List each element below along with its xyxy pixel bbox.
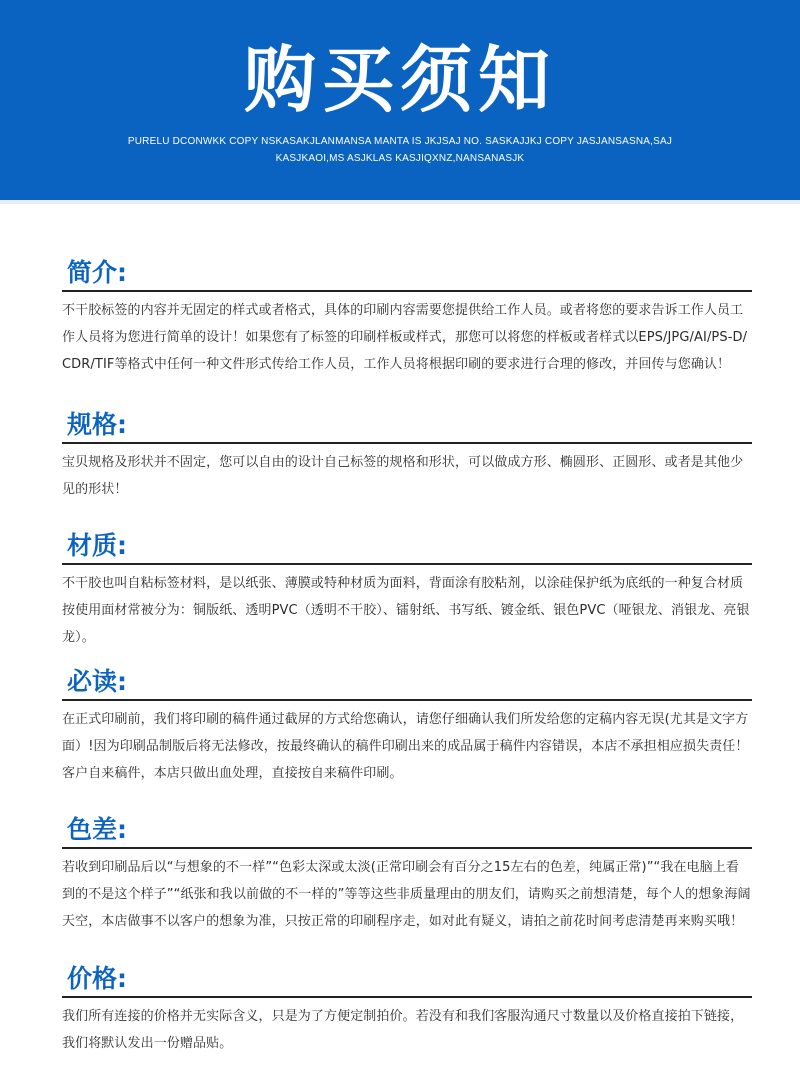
- banner-title: 购买须知: [243, 38, 556, 122]
- header-banner: [0, 0, 800, 200]
- section-rule: [62, 996, 752, 998]
- section-spec: [62, 410, 752, 503]
- section-rule: [62, 442, 752, 444]
- section-body-intro: 不干胶标签的内容并无固定的样式或者格式，具体的印刷内容需要您提供给工作人员。或者将您的要求告诉工作人员工作人员将为您进行简单的设计！如果您有了标签的印刷样板或样式，那您可以将您的样板或者样式以EPS/JPG/AI/PS-D/CDR/TIF等格式中任何一种文件形式传给工作人员，工作人员将根据印刷的要求进行合理的修改，并回传与您确认！: [62, 303, 748, 372]
- section-rule: [62, 847, 752, 849]
- banner-subtitle-line-1: PURELU DCONWKK COPY NSKASAKJLANMANSA MANTA IS JKJSAJ NO. SASKAJJKJ COPY JASJANSASNA,SAJ: [127, 136, 673, 147]
- banner-divider: [0, 200, 800, 204]
- section-title-material: 材质:: [67, 531, 127, 560]
- section-body-color-diff: 若收到印刷品后以“与想象的不一样”“色彩太深或太淡(正常印刷会有百分之15左右的色差，纯属正常)”“我在电脑上看到的不是这个样子”“纸张和我以前做的不一样的”等等这些非质量理由的朋友们，请购买之前想清楚，每个人的想象海阔天空，本店做事不以客户的想象为准，只按正常的印刷程序走，如对此有疑义，请拍之前花时间考虑清楚再来购买哦！: [62, 860, 751, 929]
- section-title-must-read: 必读:: [67, 667, 127, 696]
- section-intro: [62, 258, 752, 378]
- section-title-price: 价格:: [67, 964, 127, 993]
- section-rule: [62, 699, 752, 701]
- section-rule: [62, 563, 752, 565]
- section-body-material: 不干胶也叫自粘标签材料，是以纸张、薄膜或特种材质为面料，背面涂有胶粘剂，以涂硅保护纸为底纸的一种复合材质按使用面材常被分为：铜版纸、透明PVC（透明不干胶）、镭射纸、书写纸、镀金纸、银色PVC（哑银龙、消银龙、亮银龙）。: [62, 576, 750, 645]
- section-title-color-diff: 色差:: [67, 815, 127, 844]
- section-body-must-read: 在正式印刷前，我们将印刷的稿件通过截屏的方式给您确认，请您仔细确认我们所发给您的定稿内容无误(尤其是文字方面）!因为印刷品制版后将无法修改，按最终确认的稿件印刷出来的成品属于稿件内容错误，本店不承担相应损失责任！客户自来稿件，本店只做出血处理，直接按自来稿件印刷。: [62, 712, 749, 781]
- section-title-spec: 规格:: [67, 410, 127, 439]
- section-body-price: 我们所有连接的价格并无实际含义，只是为了方便定制拍价。若没有和我们客服沟通尺寸数量以及价格直接拍下链接，我们将默认发出一份赠品贴。: [62, 1009, 744, 1051]
- section-body-spec: 宝贝规格及形状并不固定，您可以自由的设计自己标签的规格和形状，可以做成方形、椭圆形、正圆形、或者是其他少见的形状！: [62, 455, 744, 497]
- section-color-diff: [62, 815, 752, 935]
- section-price: [62, 964, 752, 1057]
- banner-subtitle: [120, 133, 680, 167]
- section-material: [62, 531, 752, 651]
- section-title-intro: 简介:: [67, 258, 127, 287]
- banner-subtitle-line-2: KASJKAOI,MS ASJKLAS KASJIQXNZ,NANSANASJK: [275, 153, 525, 164]
- section-must-read: [62, 667, 752, 787]
- section-rule: [62, 290, 752, 292]
